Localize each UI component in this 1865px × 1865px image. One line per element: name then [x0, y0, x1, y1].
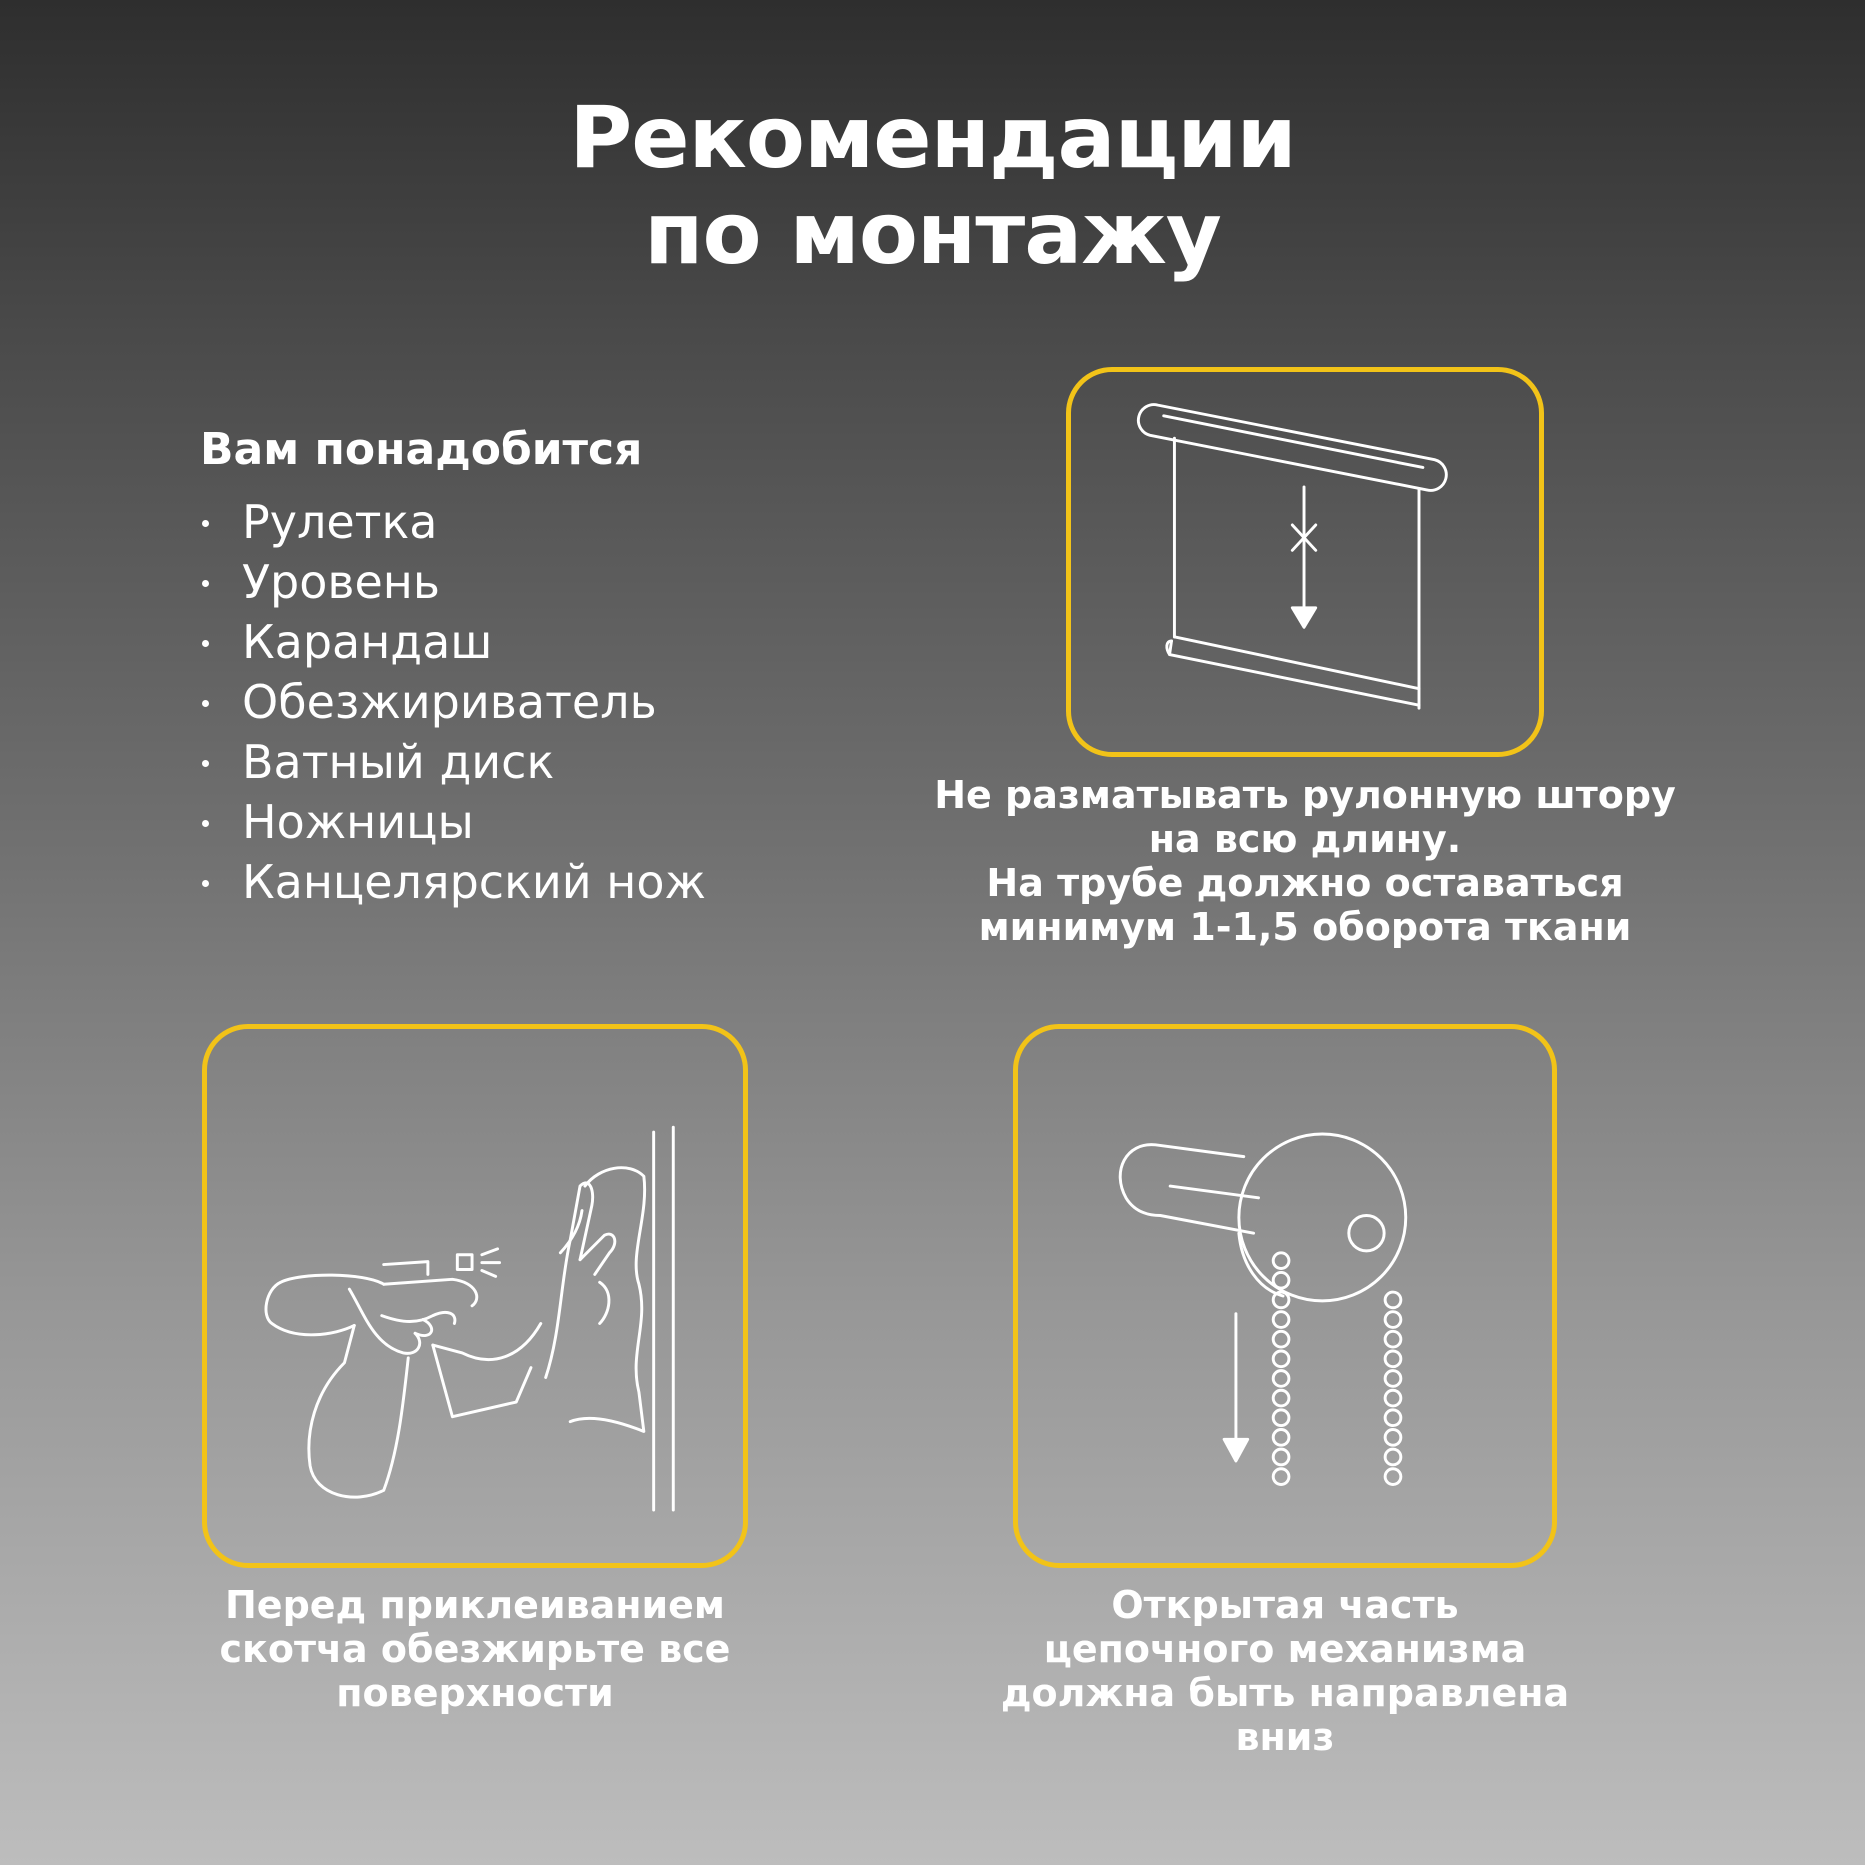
tool-item-tape-measure: Рулетка [200, 492, 706, 552]
blind-caption [930, 773, 1680, 949]
roller-blind-no-unroll-icon [1071, 372, 1539, 752]
chain-caption-line-3: должна быть направлена [1000, 1671, 1570, 1715]
blind-caption-line-3: На трубе должно оставаться [986, 861, 1624, 905]
blind-caption-line-4: минимум 1-1,5 оборота ткани [978, 905, 1632, 949]
chain-caption-line-4: вниз [1235, 1715, 1335, 1759]
degrease-card [202, 1024, 748, 1568]
tool-item-pencil: Карандаш [200, 612, 706, 672]
tool-item-level: Уровень [200, 552, 706, 612]
title-line-2: по монтажу [644, 184, 1221, 284]
blind-caption-line-1: Не разматывать рулонную штору [934, 773, 1676, 817]
blind-card [1066, 367, 1544, 757]
tools-list [200, 492, 706, 912]
chain-caption [980, 1583, 1590, 1759]
chain-card [1013, 1024, 1557, 1568]
chain-left [1273, 1253, 1289, 1485]
blind-caption-line-2: на всю длину. [1148, 817, 1462, 861]
tool-item-degreaser: Обезжириватель [200, 672, 706, 732]
title-line-1: Рекомендации [569, 88, 1296, 188]
chain-mechanism-down-icon [1018, 1029, 1552, 1563]
page-title [0, 90, 1865, 282]
tool-item-cotton-pad: Ватный диск [200, 732, 706, 792]
degrease-caption-line-1: Перед приклеиванием [225, 1583, 725, 1627]
degrease-caption [175, 1583, 775, 1715]
tool-item-utility-knife: Канцелярский нож [200, 852, 706, 912]
spray-wipe-surface-icon [207, 1029, 743, 1563]
tools-heading: Вам понадобится [200, 424, 643, 475]
chain-caption-line-1: Открытая часть [1111, 1583, 1459, 1627]
chain-caption-line-2: цепочного механизма [1043, 1627, 1527, 1671]
degrease-caption-line-3: поверхности [336, 1671, 614, 1715]
degrease-caption-line-2: скотча обезжирьте все [219, 1627, 731, 1671]
chain-right [1385, 1292, 1401, 1484]
tools-list-section [200, 420, 706, 912]
tool-item-scissors: Ножницы [200, 792, 706, 852]
